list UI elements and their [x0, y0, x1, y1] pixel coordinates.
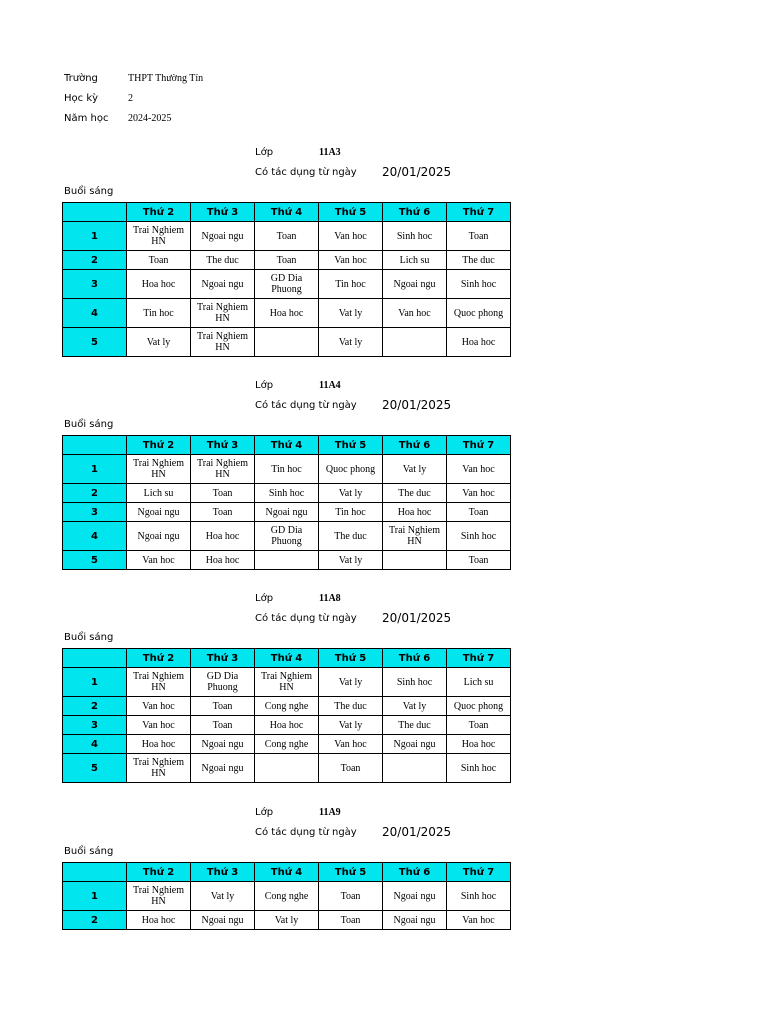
day-header — [63, 649, 127, 668]
subject-cell: Sinh hoc — [383, 222, 447, 251]
subject-cell: Trai Nghiem HN — [255, 668, 319, 697]
subject-cell: Quoc phong — [319, 455, 383, 484]
day-header: Thứ 4 — [255, 863, 319, 882]
subject-cell: The duc — [191, 251, 255, 270]
subject-cell: Trai Nghiem HN — [127, 222, 191, 251]
class-name: 11A8 — [319, 593, 341, 604]
subject-cell: Sinh hoc — [447, 270, 511, 299]
subject-cell: Hoa hoc — [191, 522, 255, 551]
subject-cell: Van hoc — [319, 251, 383, 270]
subject-cell: Vat ly — [319, 668, 383, 697]
subject-cell: Sinh hoc — [447, 882, 511, 911]
timetable-block — [62, 377, 509, 570]
subject-cell: Vat ly — [319, 551, 383, 570]
subject-cell: Van hoc — [319, 222, 383, 251]
subject-cell: Sinh hoc — [447, 754, 511, 783]
subject-cell: Tin hoc — [127, 299, 191, 328]
effective-date-label: Có tác dụng từ ngày — [255, 167, 357, 178]
subject-cell: Toan — [319, 911, 383, 930]
subject-cell: Van hoc — [127, 716, 191, 735]
term-label: Học kỳ — [64, 92, 99, 104]
subject-cell: Trai Nghiem HN — [127, 668, 191, 697]
effective-date-label: Có tác dụng từ ngày — [255, 613, 357, 624]
timetable-block — [62, 804, 509, 930]
table-row — [63, 251, 511, 270]
table-row — [63, 484, 511, 503]
timetable — [62, 648, 511, 783]
effective-date-row — [62, 164, 509, 184]
table-row — [63, 270, 511, 299]
day-header: Thứ 7 — [447, 649, 511, 668]
subject-cell: Vat ly — [319, 328, 383, 357]
effective-date: 20/01/2025 — [382, 398, 452, 412]
timetable-block — [62, 144, 509, 357]
subject-cell: Vat ly — [383, 697, 447, 716]
subject-cell: Ngoai ngu — [255, 503, 319, 522]
table-row — [63, 503, 511, 522]
subject-cell: Van hoc — [127, 697, 191, 716]
subject-cell: Vat ly — [383, 455, 447, 484]
period-number: 4 — [63, 522, 127, 551]
subject-cell: Lich su — [127, 484, 191, 503]
subject-cell: The duc — [447, 251, 511, 270]
class-name: 11A9 — [319, 807, 341, 818]
effective-date: 20/01/2025 — [382, 611, 452, 625]
subject-cell: Toan — [447, 716, 511, 735]
subject-cell: Cong nghe — [255, 697, 319, 716]
school-label: Trường — [64, 72, 98, 84]
subject-cell — [383, 328, 447, 357]
subject-cell: The duc — [383, 716, 447, 735]
session-label: Buổi sáng — [64, 632, 114, 643]
subject-cell: Ngoai ngu — [191, 735, 255, 754]
term-row — [64, 88, 203, 108]
class-label: Lớp — [255, 380, 274, 391]
period-number: 3 — [63, 270, 127, 299]
period-number: 5 — [63, 551, 127, 570]
subject-cell — [255, 551, 319, 570]
period-number: 3 — [63, 716, 127, 735]
effective-date-row — [62, 397, 509, 417]
period-number: 1 — [63, 882, 127, 911]
subject-cell: Tin hoc — [319, 270, 383, 299]
subject-cell: Vat ly — [127, 328, 191, 357]
subject-cell: Ngoai ngu — [383, 270, 447, 299]
subject-cell: Sinh hoc — [255, 484, 319, 503]
subject-cell: Ngoai ngu — [383, 735, 447, 754]
subject-cell: Ngoai ngu — [383, 882, 447, 911]
subject-cell: GD Dia Phuong — [191, 668, 255, 697]
year-label: Năm học — [64, 112, 109, 124]
period-number: 5 — [63, 754, 127, 783]
subject-cell: Ngoai ngu — [191, 222, 255, 251]
subject-cell: Hoa hoc — [447, 328, 511, 357]
day-header — [63, 436, 127, 455]
day-header — [63, 863, 127, 882]
subject-cell — [383, 551, 447, 570]
subject-cell: Ngoai ngu — [127, 522, 191, 551]
subject-cell: Toan — [191, 716, 255, 735]
day-header: Thứ 4 — [255, 436, 319, 455]
effective-date: 20/01/2025 — [382, 825, 452, 839]
day-header: Thứ 3 — [191, 649, 255, 668]
period-number: 1 — [63, 222, 127, 251]
subject-cell: Cong nghe — [255, 882, 319, 911]
session-label: Buổi sáng — [64, 186, 114, 197]
subject-cell: The duc — [319, 697, 383, 716]
subject-cell: Trai Nghiem HN — [127, 455, 191, 484]
day-header: Thứ 7 — [447, 203, 511, 222]
day-header: Thứ 7 — [447, 436, 511, 455]
day-header: Thứ 3 — [191, 436, 255, 455]
subject-cell: Cong nghe — [255, 735, 319, 754]
timetable — [62, 435, 511, 570]
period-number: 3 — [63, 503, 127, 522]
day-header: Thứ 3 — [191, 863, 255, 882]
subject-cell: Hoa hoc — [127, 270, 191, 299]
subject-cell — [383, 754, 447, 783]
subject-cell: Toan — [447, 551, 511, 570]
subject-cell: Toan — [191, 503, 255, 522]
subject-cell: Hoa hoc — [255, 716, 319, 735]
table-row — [63, 754, 511, 783]
class-label: Lớp — [255, 593, 274, 604]
subject-cell: Ngoai ngu — [383, 911, 447, 930]
class-name: 11A4 — [319, 380, 341, 391]
table-row — [63, 522, 511, 551]
subject-cell: Hoa hoc — [447, 735, 511, 754]
subject-cell: Toan — [255, 222, 319, 251]
subject-cell: Ngoai ngu — [127, 503, 191, 522]
subject-cell: Tin hoc — [319, 503, 383, 522]
period-number: 4 — [63, 299, 127, 328]
subject-cell: Vat ly — [319, 716, 383, 735]
day-header: Thứ 2 — [127, 863, 191, 882]
period-number: 4 — [63, 735, 127, 754]
day-header: Thứ 7 — [447, 863, 511, 882]
day-header: Thứ 2 — [127, 203, 191, 222]
subject-cell: Sinh hoc — [447, 522, 511, 551]
period-number: 2 — [63, 251, 127, 270]
table-header-row — [63, 203, 511, 222]
subject-cell: Trai Nghiem HN — [191, 328, 255, 357]
effective-date-row — [62, 610, 509, 630]
school-row — [64, 68, 203, 88]
table-row — [63, 716, 511, 735]
period-number: 5 — [63, 328, 127, 357]
day-header: Thứ 6 — [383, 649, 447, 668]
subject-cell: Toan — [447, 222, 511, 251]
subject-cell: Van hoc — [447, 484, 511, 503]
subject-cell: Sinh hoc — [383, 668, 447, 697]
subject-cell: Van hoc — [447, 911, 511, 930]
subject-cell: The duc — [319, 522, 383, 551]
subject-cell: Toan — [255, 251, 319, 270]
subject-cell: GD Dia Phuong — [255, 522, 319, 551]
subject-cell: Van hoc — [447, 455, 511, 484]
table-row — [63, 222, 511, 251]
period-number: 1 — [63, 455, 127, 484]
day-header: Thứ 2 — [127, 436, 191, 455]
day-header: Thứ 3 — [191, 203, 255, 222]
table-row — [63, 911, 511, 930]
day-header: Thứ 5 — [319, 436, 383, 455]
year-row — [64, 108, 203, 128]
subject-cell: Trai Nghiem HN — [127, 754, 191, 783]
subject-cell — [255, 754, 319, 783]
subject-cell — [255, 328, 319, 357]
day-header: Thứ 2 — [127, 649, 191, 668]
subject-cell: Toan — [319, 882, 383, 911]
subject-cell: Lich su — [383, 251, 447, 270]
day-header: Thứ 5 — [319, 203, 383, 222]
session-label: Buổi sáng — [64, 846, 114, 857]
subject-cell: Hoa hoc — [383, 503, 447, 522]
day-header: Thứ 5 — [319, 863, 383, 882]
class-label: Lớp — [255, 147, 274, 158]
period-number: 2 — [63, 484, 127, 503]
subject-cell: Ngoai ngu — [191, 754, 255, 783]
class-row — [62, 144, 509, 164]
subject-cell: Hoa hoc — [191, 551, 255, 570]
period-number: 2 — [63, 697, 127, 716]
subject-cell: Trai Nghiem HN — [127, 882, 191, 911]
subject-cell: Quoc phong — [447, 299, 511, 328]
effective-date: 20/01/2025 — [382, 165, 452, 179]
effective-date-row — [62, 824, 509, 844]
table-row — [63, 455, 511, 484]
subject-cell: Hoa hoc — [255, 299, 319, 328]
table-row — [63, 551, 511, 570]
class-row — [62, 590, 509, 610]
day-header: Thứ 6 — [383, 436, 447, 455]
subject-cell: Vat ly — [319, 484, 383, 503]
subject-cell: Vat ly — [191, 882, 255, 911]
subject-cell: Toan — [127, 251, 191, 270]
document-header — [64, 68, 203, 128]
subject-cell: Vat ly — [255, 911, 319, 930]
table-header-row — [63, 436, 511, 455]
table-header-row — [63, 649, 511, 668]
subject-cell: Tin hoc — [255, 455, 319, 484]
subject-cell: Hoa hoc — [127, 911, 191, 930]
day-header: Thứ 6 — [383, 203, 447, 222]
term-value: 2 — [128, 92, 133, 104]
subject-cell: Ngoai ngu — [191, 270, 255, 299]
table-row — [63, 668, 511, 697]
subject-cell: Toan — [191, 697, 255, 716]
subject-cell: Van hoc — [383, 299, 447, 328]
year-value: 2024-2025 — [128, 112, 172, 124]
school-value: THPT Thường Tín — [128, 72, 204, 84]
subject-cell: Vat ly — [319, 299, 383, 328]
subject-cell: Van hoc — [319, 735, 383, 754]
day-header: Thứ 4 — [255, 203, 319, 222]
subject-cell: The duc — [383, 484, 447, 503]
period-number: 2 — [63, 911, 127, 930]
subject-cell: Trai Nghiem HN — [191, 455, 255, 484]
effective-date-label: Có tác dụng từ ngày — [255, 827, 357, 838]
timetable — [62, 862, 511, 930]
timetable — [62, 202, 511, 357]
table-header-row — [63, 863, 511, 882]
class-name: 11A3 — [319, 147, 341, 158]
class-row — [62, 804, 509, 824]
day-header: Thứ 6 — [383, 863, 447, 882]
period-number: 1 — [63, 668, 127, 697]
effective-date-label: Có tác dụng từ ngày — [255, 400, 357, 411]
table-row — [63, 882, 511, 911]
class-label: Lớp — [255, 807, 274, 818]
subject-cell: Toan — [319, 754, 383, 783]
subject-cell: Hoa hoc — [127, 735, 191, 754]
class-row — [62, 377, 509, 397]
day-header: Thứ 5 — [319, 649, 383, 668]
subject-cell: GD Dia Phuong — [255, 270, 319, 299]
subject-cell: Trai Nghiem HN — [191, 299, 255, 328]
table-row — [63, 328, 511, 357]
subject-cell: Trai Nghiem HN — [383, 522, 447, 551]
session-label: Buổi sáng — [64, 419, 114, 430]
day-header — [63, 203, 127, 222]
subject-cell: Lich su — [447, 668, 511, 697]
table-row — [63, 299, 511, 328]
subject-cell: Quoc phong — [447, 697, 511, 716]
subject-cell: Toan — [191, 484, 255, 503]
table-row — [63, 697, 511, 716]
subject-cell: Van hoc — [127, 551, 191, 570]
timetable-block — [62, 590, 509, 783]
subject-cell: Ngoai ngu — [191, 911, 255, 930]
table-row — [63, 735, 511, 754]
subject-cell: Toan — [447, 503, 511, 522]
day-header: Thứ 4 — [255, 649, 319, 668]
